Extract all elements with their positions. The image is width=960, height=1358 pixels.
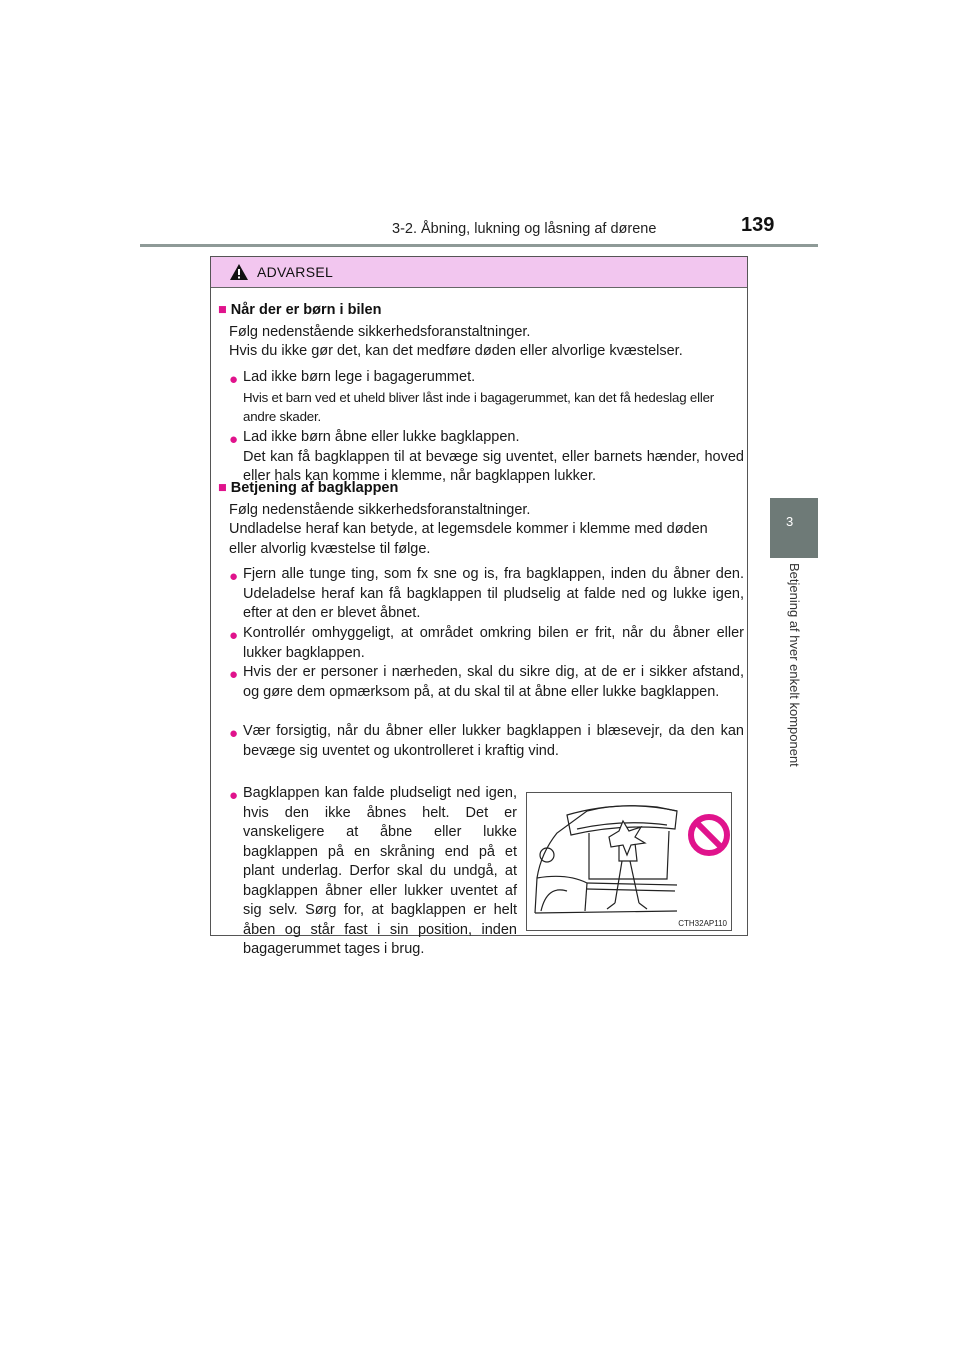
page-number: 139: [741, 214, 775, 236]
tailgate-illustration: [526, 792, 732, 931]
list-item: ● Kontrollér omhyggeligt, at området omkring bilen er frit, når du åbner eller lukker bagklappen.: [229, 625, 744, 661]
warning-title: ADVARSEL: [257, 264, 334, 280]
circle-bullet-icon: ●: [229, 725, 239, 742]
warning-triangle-icon: [229, 263, 249, 281]
circle-bullet-icon: ●: [229, 431, 239, 448]
section-intro: Følg nedenstående sikkerhedsforanstaltninger.: [229, 324, 531, 340]
list-item: ● Hvis der er personer i nærheden, skal du sikre dig, at de er i sikker afstand, og gøre dem opmærksom på, at du skal til at åbne eller lukke bagklappen.: [229, 664, 744, 700]
list-item: ● Lad ikke børn åbne eller lukke bagklappen. Det kan få bagklappen til at bevæge sig uventet, eller barnets hænder, hoved eller hals kan komme i klemme, når bagklappen lukker.: [229, 429, 744, 484]
circle-bullet-icon: ●: [229, 371, 239, 388]
square-bullet-icon: ■: [218, 302, 227, 318]
illustration-code: CTH32AP110: [678, 919, 727, 928]
circle-bullet-icon: ●: [229, 666, 239, 683]
section-intro: Hvis du ikke gør det, kan det medføre døden eller alvorlige kvæstelser.: [229, 343, 683, 359]
warning-box: [210, 256, 748, 957]
list-item: ● Lad ikke børn lege i bagagerummet. Hvis et barn ved et uheld bliver låst inde i bagagerummet, kan det få hedeslag eller andre skader.: [229, 369, 715, 424]
section-heading-tailgate: ■ Betjening af bagklappen: [218, 480, 399, 496]
section-intro: Undladelse heraf kan betyde, at legemsdele kommer i klemme med døden eller alvorlig kvæstelse til følge.: [229, 521, 708, 557]
section-intro: Følg nedenstående sikkerhedsforanstaltninger.: [229, 502, 531, 518]
square-bullet-icon: ■: [218, 480, 227, 496]
chapter-tab-label: Betjening af hver enkelt komponent: [787, 563, 802, 767]
section-heading-children: ■ Når der er børn i bilen: [218, 302, 382, 318]
warning-header: [211, 257, 747, 288]
list-item: ● Fjern alle tunge ting, som fx sne og is, fra bagklappen, inden du åbner den. Udeladelse heraf kan få bagklappen til pludselig at falde ned og lukke igen, efter at den er blevet åbnet.: [229, 566, 744, 621]
chapter-title: 3-2. Åbning, lukning og låsning af dørene: [392, 221, 657, 237]
circle-bullet-icon: ●: [229, 787, 239, 804]
circle-bullet-icon: ●: [229, 627, 239, 644]
circle-bullet-icon: ●: [229, 568, 239, 585]
header-divider: [140, 244, 818, 247]
chapter-tab-number: 3: [786, 514, 794, 529]
car-tailgate-drawing: [527, 793, 731, 930]
list-item: ● Bagklappen kan falde pludseligt ned igen, hvis den ikke åbnes helt. Det er vanskeligere at åbne eller lukke bagklappen på en skråning end på et plant underlag. Derfor skal du undgå, at bagklappen åbner eller lukker uventet af sig selv. Sørg for, at bagklappen er helt åben og står fast i sin position, inden bagagerummet tages i brug.: [229, 785, 517, 957]
chapter-tab: [770, 498, 818, 558]
list-item: ● Vær forsigtig, når du åbner eller lukker bagklappen i blæsevejr, da den kan bevæge sig uventet og ukontrolleret i kraftig vind.: [229, 723, 744, 759]
